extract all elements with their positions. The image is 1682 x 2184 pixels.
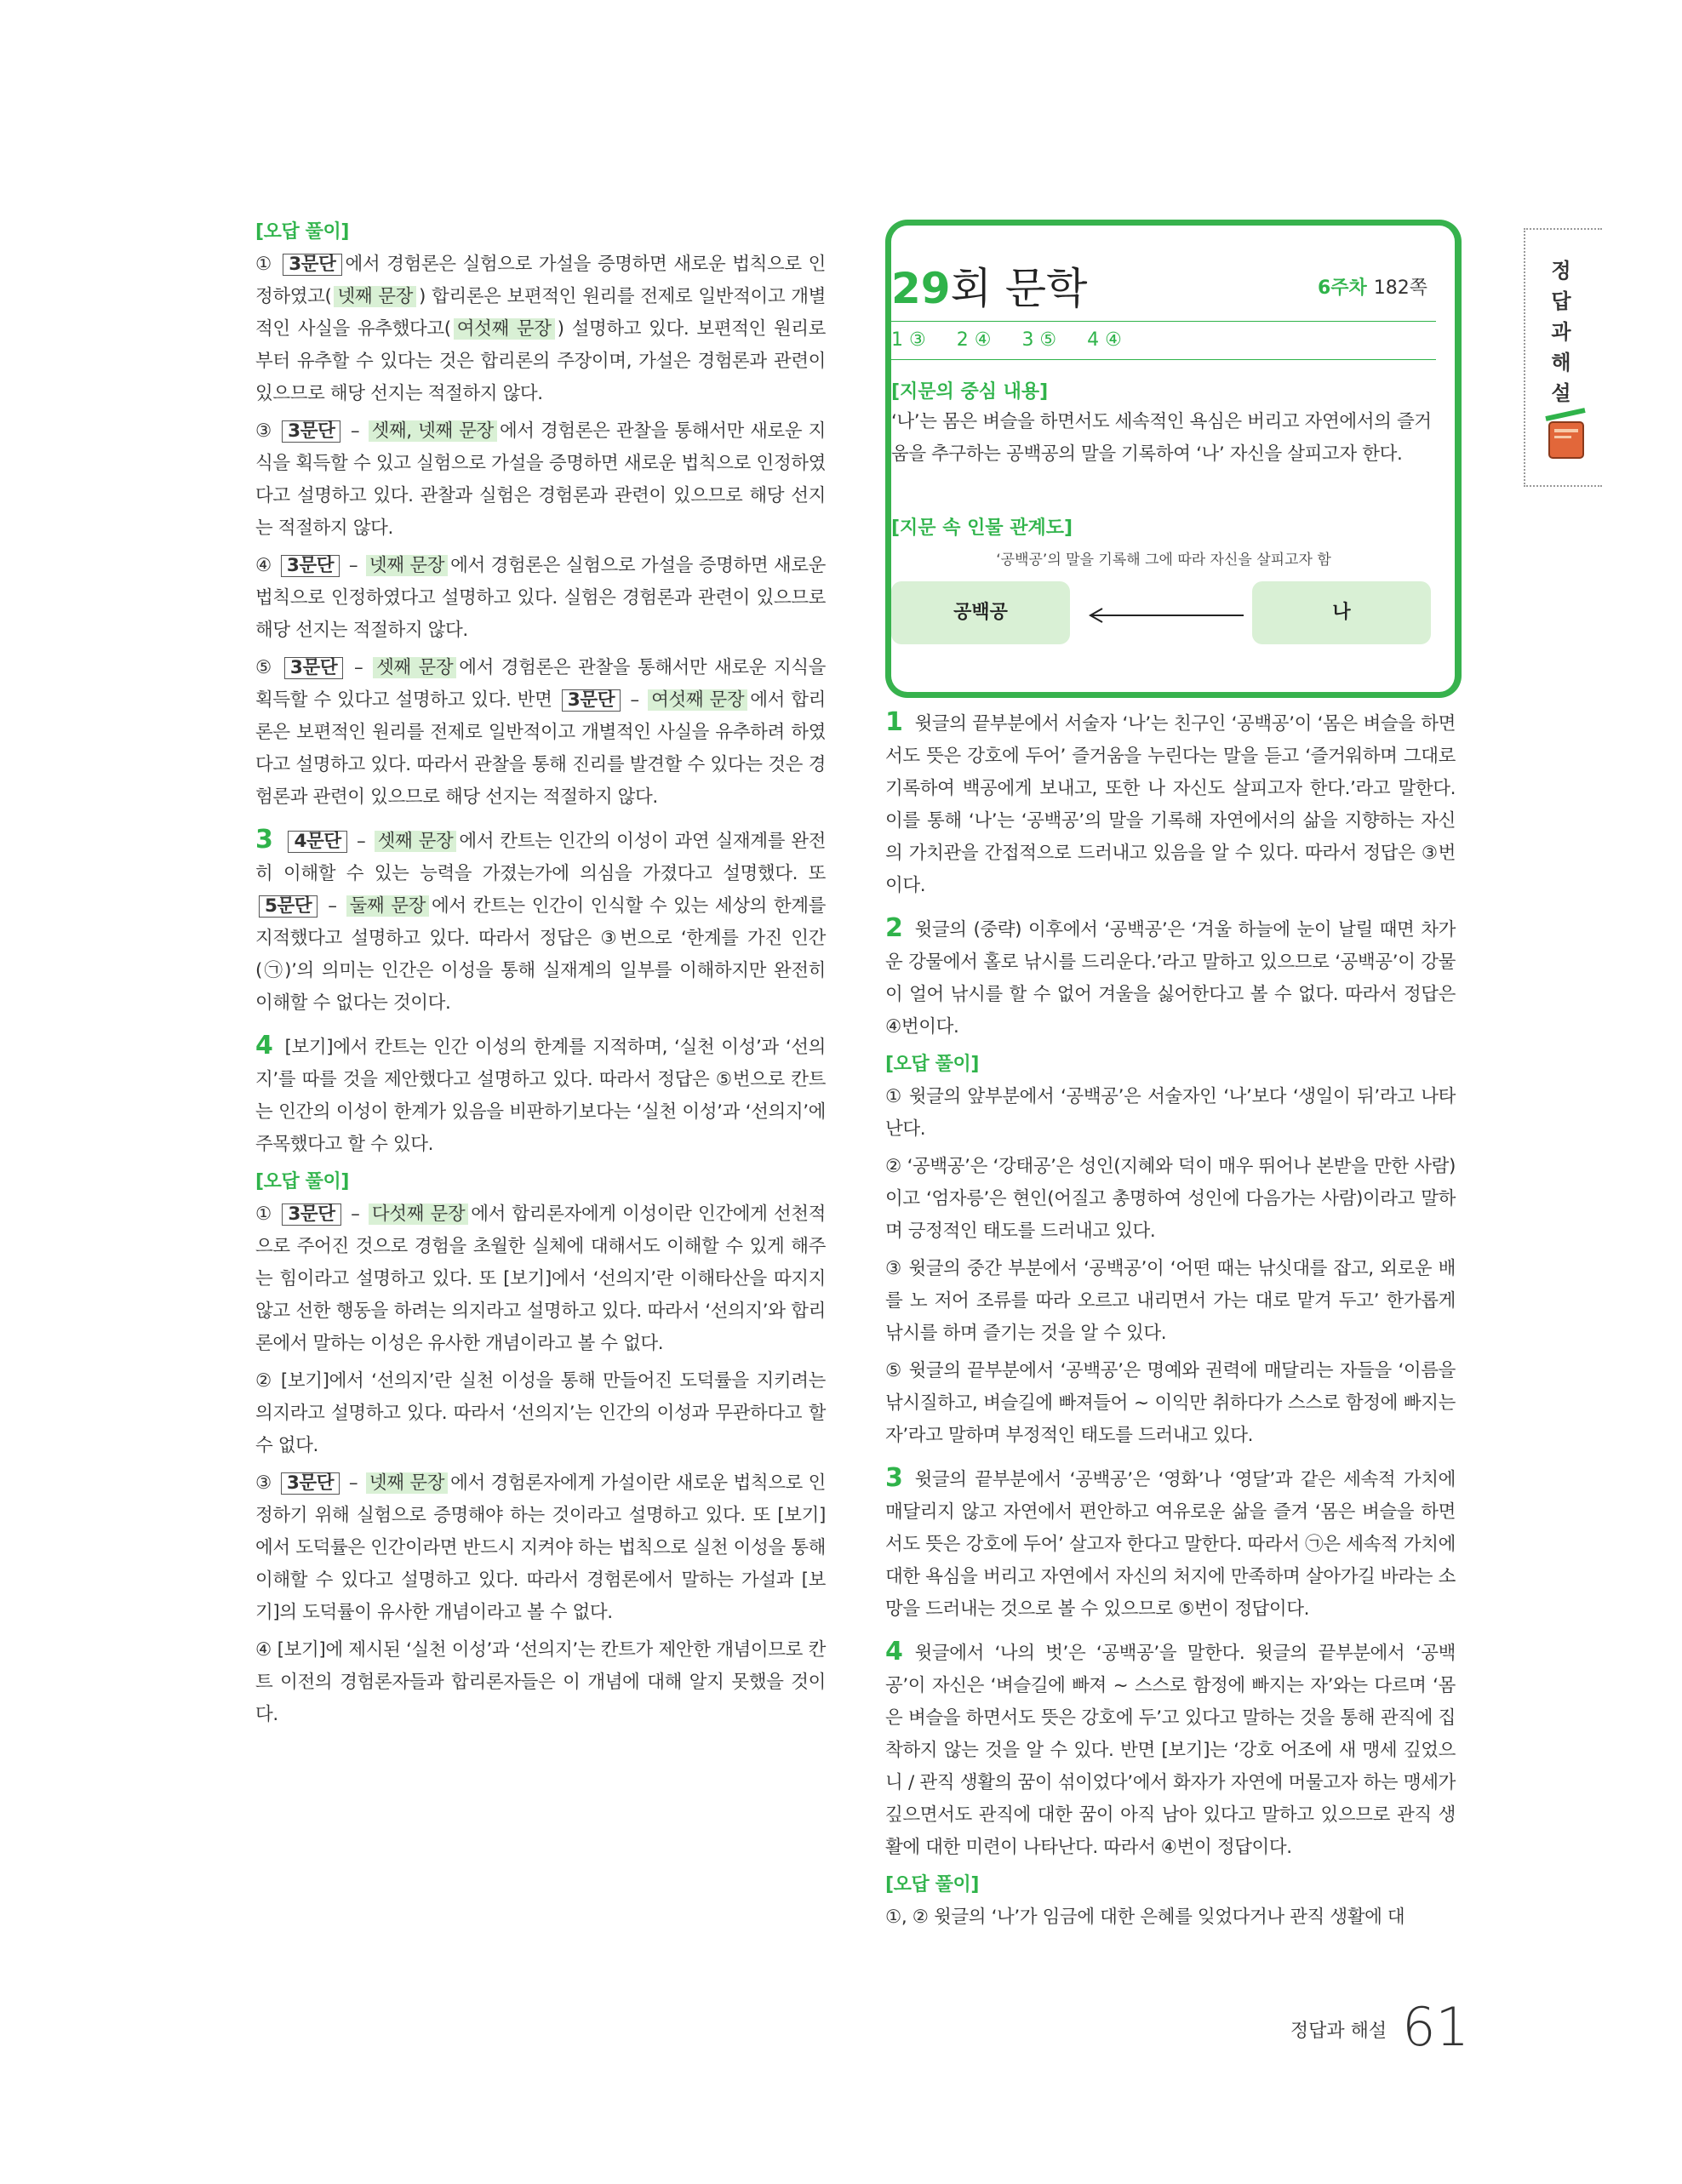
left-column bbox=[255, 213, 826, 1736]
book-pencil-icon bbox=[1542, 407, 1590, 461]
wrong-answer-heading: [오답 풀이] bbox=[255, 1171, 349, 1192]
left-arrow-icon bbox=[1085, 607, 1247, 624]
section-tab bbox=[1524, 228, 1602, 487]
question-2-answer: 2 윗글의 (중략) 이후에서 ‘공백공’은 ‘겨울 하늘에 눈이 날릴 때면 차가운 강물에서 홀로 낚시를 드리운다.’라고 말하고 있으므로 ‘공백공’이 강물이 얼어 낚시를 할 수 없어 겨울을 싫어한다고 볼 수 없다. 따라서 정답은 ④번이다. bbox=[885, 913, 1456, 1038]
explanation-3: ③ 윗글의 중간 부분에서 ‘공백공’이 ‘어떤 때는 낚싯대를 잡고, 외로운 배를 노 저어 조류를 따라 오르고 내리면서 가는 대로 맡겨 두고’ 한가롭게 낚시를 하며 즐기는 것을 알 수 있다. bbox=[885, 1258, 1456, 1344]
answer-2: 2 ④ bbox=[956, 329, 992, 351]
explanation-1: ① 윗글의 앞부분에서 ‘공백공’은 서술자인 ‘나’보다 ‘생일이 뒤’라고 나타난다. bbox=[885, 1086, 1456, 1140]
explanation-1-2: ①, ② 윗글의 ‘나’가 임금에 대한 은혜를 잊었다거나 관직 생활에 대 bbox=[885, 1907, 1405, 1928]
answer-4: 4 ④ bbox=[1087, 329, 1122, 351]
explanation-4: ④ [보기]에 제시된 ‘실천 이성’과 ‘선의지’는 칸트가 제안한 개념이므로 칸트 이전의 경험론자들과 합리론자들은 이 개념에 대해 알지 못했을 것이다. bbox=[255, 1639, 826, 1725]
explanation-1: ① 3문단 – 다섯째 문장 에서 합리론자에게 이성이란 인간에게 선천적으로 주어진 것으로 경험을 초월한 실체에 대해서도 이해할 수 있게 해주는 힘이라고 설명하고 있다. 또 [보기]에서 ‘선의지’란 이해타산을 따지지 않고 선한 행동을 하려는 의지라고 설명하고 있다. 따라서 ‘선의지’와 합리론에서 말하는 이성은 유사한 개념이라고 볼 수 없다. bbox=[255, 1203, 827, 1354]
center-content-text: ‘나’는 몸은 벼슬을 하면서도 세속적인 욕심은 버리고 자연에서의 즐거움을 추구하는 공백공의 말을 기록하여 ‘나’ 자신을 살피고자 한다. bbox=[891, 411, 1432, 465]
wrong-answer-heading: [오답 풀이] bbox=[255, 221, 349, 243]
answer-key bbox=[891, 321, 1436, 360]
page-number: 61 bbox=[1402, 1996, 1469, 2058]
explanation-2: ② ‘공백공’은 ‘강태공’은 성인(지혜와 덕이 매우 뛰어나 본받을 만한 사람)이고 ‘엄자릉’은 현인(어질고 총명하여 성인에 다음가는 사람)이라고 말하며 긍정적인 태도를 드러내고 있다. bbox=[885, 1156, 1456, 1242]
explanation-4: ④ 3문단 – 넷째 문장 에서 경험론은 실험으로 가설을 증명하면 새로운 법칙으로 인정하였다고 설명하고 있다. 실험은 경험론과 관련이 있으므로 해당 선지는 적절하지 않다. bbox=[255, 555, 826, 641]
answer-3: 3 ⑤ bbox=[1021, 329, 1057, 351]
explanation-3: ③ 3문단 – 넷째 문장 에서 경험론자에게 가설이란 새로운 법칙으로 인정하기 위해 실험으로 증명해야 하는 것이라고 설명하고 있다. 또 [보기]에서 도덕률은 인간이라면 반드시 지켜야 하는 법칙으로 실천 이성을 통해 이해할 수 있다고 설명하고 있다. 따라서 경험론에서 말하는 가설과 [보기]의 도덕률이 유사한 개념이라고 볼 수 없다. bbox=[255, 1472, 826, 1623]
footer-label: 정답과 해설 bbox=[1290, 2021, 1387, 2042]
page-footer bbox=[1290, 1996, 1469, 2058]
explanation-5: ⑤ 윗글의 끝부분에서 ‘공백공’은 명예와 권력에 매달리는 자들을 ‘이름을 낚시질하고, 벼슬길에 빠져들어 ~ 이익만 취하다가 스스로 함정에 빠지는 자’라고 말하며 부정적인 태도를 드러내고 있다. bbox=[885, 1360, 1456, 1446]
relation-heading: [지문 속 인물 관계도] bbox=[891, 517, 1073, 539]
question-3-answer: 3 윗글의 끝부분에서 ‘공백공’은 ‘영화’나 ‘영달’과 같은 세속적 가치에 매달리지 않고 자연에서 편안하고 여유로운 삶을 즐겨 ‘몸은 벼슬을 하면서도 뜻은 강호에 두어’ 살고자 한다고 말한다. 따라서 ㉠은 세속적 가치에 대한 욕심을 버리고 자연에서 자신의 처지에 만족하며 살아가길 바라는 소망을 드러내는 것으로 볼 수 있으므로 ⑤번이 정답이다. bbox=[885, 1463, 1456, 1620]
explanation-1: ① 3문단 에서 경험론은 실험으로 가설을 증명하면 새로운 법칙으로 인정하였고( 넷째 문장 ) 합리론은 보편적인 원리를 전제로 일반적이고 개별적인 사실을 유추했다고( 여섯째 문장 ) 설명하고 있다. 보편적인 원리로부터 유추할 수 있다는 것은 합리론의 주장이며, 가설은 경험론과 관련이 있으므로 해당 선지는 적절하지 않다. bbox=[255, 254, 826, 404]
center-content-heading: [지문의 중심 내용] bbox=[891, 381, 1049, 403]
relation-caption: ‘공백공’의 말을 기록해 그에 따라 자신을 살피고자 함 bbox=[996, 552, 1331, 569]
explanation-2: ② [보기]에서 ‘선의지’란 실천 이성을 통해 만들어진 도덕률을 지키려는 의지라고 설명하고 있다. 따라서 ‘선의지’는 인간의 이성과 무관하다고 할 수 없다. bbox=[255, 1370, 826, 1456]
wrong-answer-heading: [오답 풀이] bbox=[885, 1054, 979, 1075]
week-reference: 6주차 182쪽 bbox=[1317, 277, 1427, 299]
wrong-answer-heading: [오답 풀이] bbox=[885, 1874, 979, 1895]
person-na: 나 bbox=[1252, 581, 1431, 644]
answer-1: 1 ③ bbox=[891, 329, 926, 351]
summary-box bbox=[885, 220, 1462, 698]
question-4-answer: 4 [보기]에서 칸트는 인간 이성의 한계를 지적하며, ‘실천 이성’과 ‘선의지’를 따를 것을 제안했다고 설명하고 있다. 따라서 정답은 ⑤번으로 칸트는 인간의 이성이 한계가 있음을 비판하기보다는 ‘실천 이성’과 ‘선의지’에 주목했다고 할 수 있다. bbox=[255, 1031, 826, 1155]
section-tab-label: 정 답 과 해 설 bbox=[1551, 259, 1571, 405]
person-gongbaekgong: 공백공 bbox=[891, 581, 1070, 644]
explanation-5: ⑤ 3문단 – 셋째 문장 에서 경험론은 관찰을 통해서만 새로운 지식을 획득할 수 있다고 설명하고 있다. 반면 3문단 – 여섯째 문장 에서 합리론은 보편적인 원리를 전제로 일반적이고 개별적인 사실을 유추하려 하였다고 설명하고 있다. 따라서 관찰을 통해 진리를 발견할 수 있다는 것은 경험론과 관련이 있으므로 해당 선지는 적절하지 않다. bbox=[255, 657, 827, 808]
right-column bbox=[885, 706, 1456, 1939]
question-3-answer: 3 4문단 – 셋째 문장 에서 칸트는 인간의 이성이 과연 실재계를 완전히 이해할 수 있는 능력을 가졌는가에 의심을 가졌다고 설명했다. 또 5문단 – 둘째 문장 에서 칸트는 인간이 인식할 수 있는 세상의 한계를 지적했다고 설명하고 있다. 따라서 정답은 ③번으로 ‘한계를 가진 인간(㉠)’의 의미는 인간은 이성을 통해 실재계의 일부를 이해하지만 완전히 이해할 수 없다는 것이다. bbox=[255, 825, 827, 1014]
question-4-answer: 4 윗글에서 ‘나의 벗’은 ‘공백공’을 말한다. 윗글의 끝부분에서 ‘공백공’이 자신은 ‘벼슬길에 빠져 ~ 스스로 함정에 빠지는 자’와는 다르며 ‘몸은 벼슬을 하면서도 뜻은 강호에 두’고 있다고 말하는 것을 통해 관직에 집착하지 않는 것을 알 수 있다. 반면 [보기]는 ‘강호 어조에 새 맹세 깊었으니 / 관직 생활의 꿈이 섞이었다’에서 화자가 자연에 머물고자 하는 맹세가 깊으면서도 관직에 대한 꿈이 아직 남아 있다고 말하고 있으므로 관직 생활에 대한 미련이 나타난다. 따라서 ④번이 정답이다. bbox=[885, 1637, 1456, 1858]
explanation-3: ③ 3문단 – 셋째, 넷째 문장 에서 경험론은 관찰을 통해서만 새로운 지식을 획득할 수 있고 실험으로 가설을 증명하면 새로운 법칙으로 인정하였다고 설명하고 있다. 관찰과 실험은 경험론과 관련이 있으므로 해당 선지는 적절하지 않다. bbox=[255, 420, 827, 539]
lesson-title: 29회 문학 bbox=[891, 264, 1088, 313]
question-1-answer: 1 윗글의 끝부분에서 서술자 ‘나’는 친구인 ‘공백공’이 ‘몸은 벼슬을 하면서도 뜻은 강호에 두어’ 즐거움을 누린다는 말을 듣고 ‘즐거워하며 그대로 기록하여 백공에게 보내고, 또한 나 자신도 살피고자 한다.’라고 말한다. 이를 통해 ‘나’는 ‘공백공’의 말을 기록해 자연에서의 삶을 지향하는 자신의 가치관을 간접적으로 드러내고 있음을 알 수 있다. 따라서 정답은 ③번이다. bbox=[885, 707, 1456, 896]
